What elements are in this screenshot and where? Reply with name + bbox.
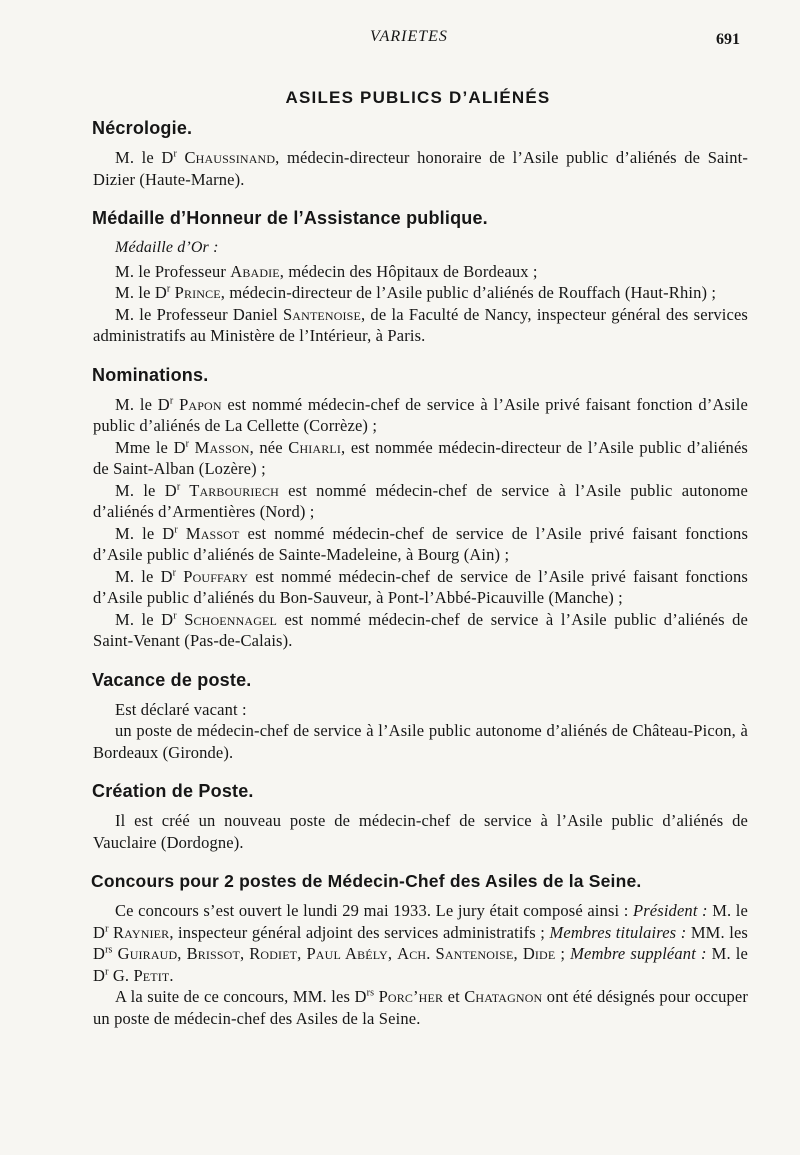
paragraph: Mme le $D^r$ Masson, née Chiarli, est nommée médecin-directeur de l’Asile public d’aliénés de Saint-Alban (Lozère) ; [93,437,748,478]
paragraph: M. le $D^r$ Tarbouriech est nommé médecin-chef de service à l’Asile public autonome d’aliénés d’Armentières (Nord) ; [93,480,748,521]
paragraph: M. le $D^r$ Pouffary est nommé médecin-chef de service de l’Asile privé faisant fonctions d’Asile public d’aliénés du Bon-Sauveur, à Pont-l’Abbé-Picauville (Manche) ; [93,566,749,607]
paragraph: M. le Professeur Daniel Santenoise, de la Faculté de Nancy, inspecteur général des services administratifs au Ministère de l’Intérieur, à Paris. [93,304,748,345]
section-heading: Création de Poste. [92,781,254,801]
section-vacance [93,670,748,764]
section-heading: Nominations. [92,364,209,385]
section-heading: Concours pour 2 postes de Médecin-Chef des Asiles de la Seine. [91,871,642,891]
section-medaille [93,208,748,347]
paragraph: A la suite de ce concours, MM. les $D^{rs}$ Porc’her et Chatagnon ont été désignés pour occuper un poste de médecin-chef des Asiles de la Seine. [93,987,748,1028]
page-number: 691 [716,31,740,48]
section-heading: Médaille d’Honneur de l’Assistance publique. [92,208,488,228]
paragraph: M. le $D^r$ Massot est nommé médecin-chef de service de l’Asile privé faisant fonctions d’Asile public d’aliénés de Sainte-Madeleine, à Bourg (Ain) ; [93,523,749,564]
paragraph: Il est créé un nouveau poste de médecin-chef de service à l’Asile public d’aliénés de Vauclaire (Dordogne). [93,811,748,852]
section-creation [93,781,748,853]
paragraph: Est déclaré vacant : [115,699,247,719]
page-title: ASILES PUBLICS D’ALIÉNÉS [285,88,551,107]
paragraph: M. le $D^r$ Prince, médecin-directeur de l’Asile public d’aliénés de Rouffach (Haut-Rhin) ; [115,283,717,302]
section-concours [93,871,748,1029]
section-nominations [93,365,748,652]
section-heading: Nécrologie. [92,118,193,138]
subheading: Médaille d’Or : [115,239,219,256]
paragraph: un poste de médecin-chef de service à l’Asile public autonome d’aliénés de Château-Picon, à Bordeaux (Gironde). [93,721,748,762]
paragraph: Ce concours s’est ouvert le lundi 29 mai 1933. Le jury était composé ainsi : Président : M. le $D^r$ Raynier, inspecteur général adjoint des services administratifs ; Membres titulaires : MM. les $D^{rs}$ Guiraud, Brissot, Rodiet, Paul Abély, Ach. Santenoise, Dide ; Membre suppléant : M. le $D^r$ G. Petit. [93,901,749,985]
running-title: VARIETES [370,28,448,45]
running-header [0,28,800,52]
paragraph: M. le $D^r$ Schoennagel est nommé médecin-chef de service à l’Asile public d’aliénés de Saint-Venant (Pas-de-Calais). [93,609,749,650]
section-necrologie [93,118,748,190]
article-body [93,118,748,1047]
paragraph: M. le Professeur Abadie, médecin des Hôpitaux de Bordeaux ; [115,261,538,281]
paragraph: M. le $D^r$ Chaussinand, médecin-directeur honoraire de l’Asile public d’aliénés de Saint-Dizier (Haute-Marne). [93,148,749,189]
paragraph: M. le $D^r$ Papon est nommé médecin-chef de service à l’Asile privé faisant fonction d’Asile public d’aliénés de La Cellette (Corrèze) ; [93,394,748,435]
section-heading: Vacance de poste. [92,669,252,690]
